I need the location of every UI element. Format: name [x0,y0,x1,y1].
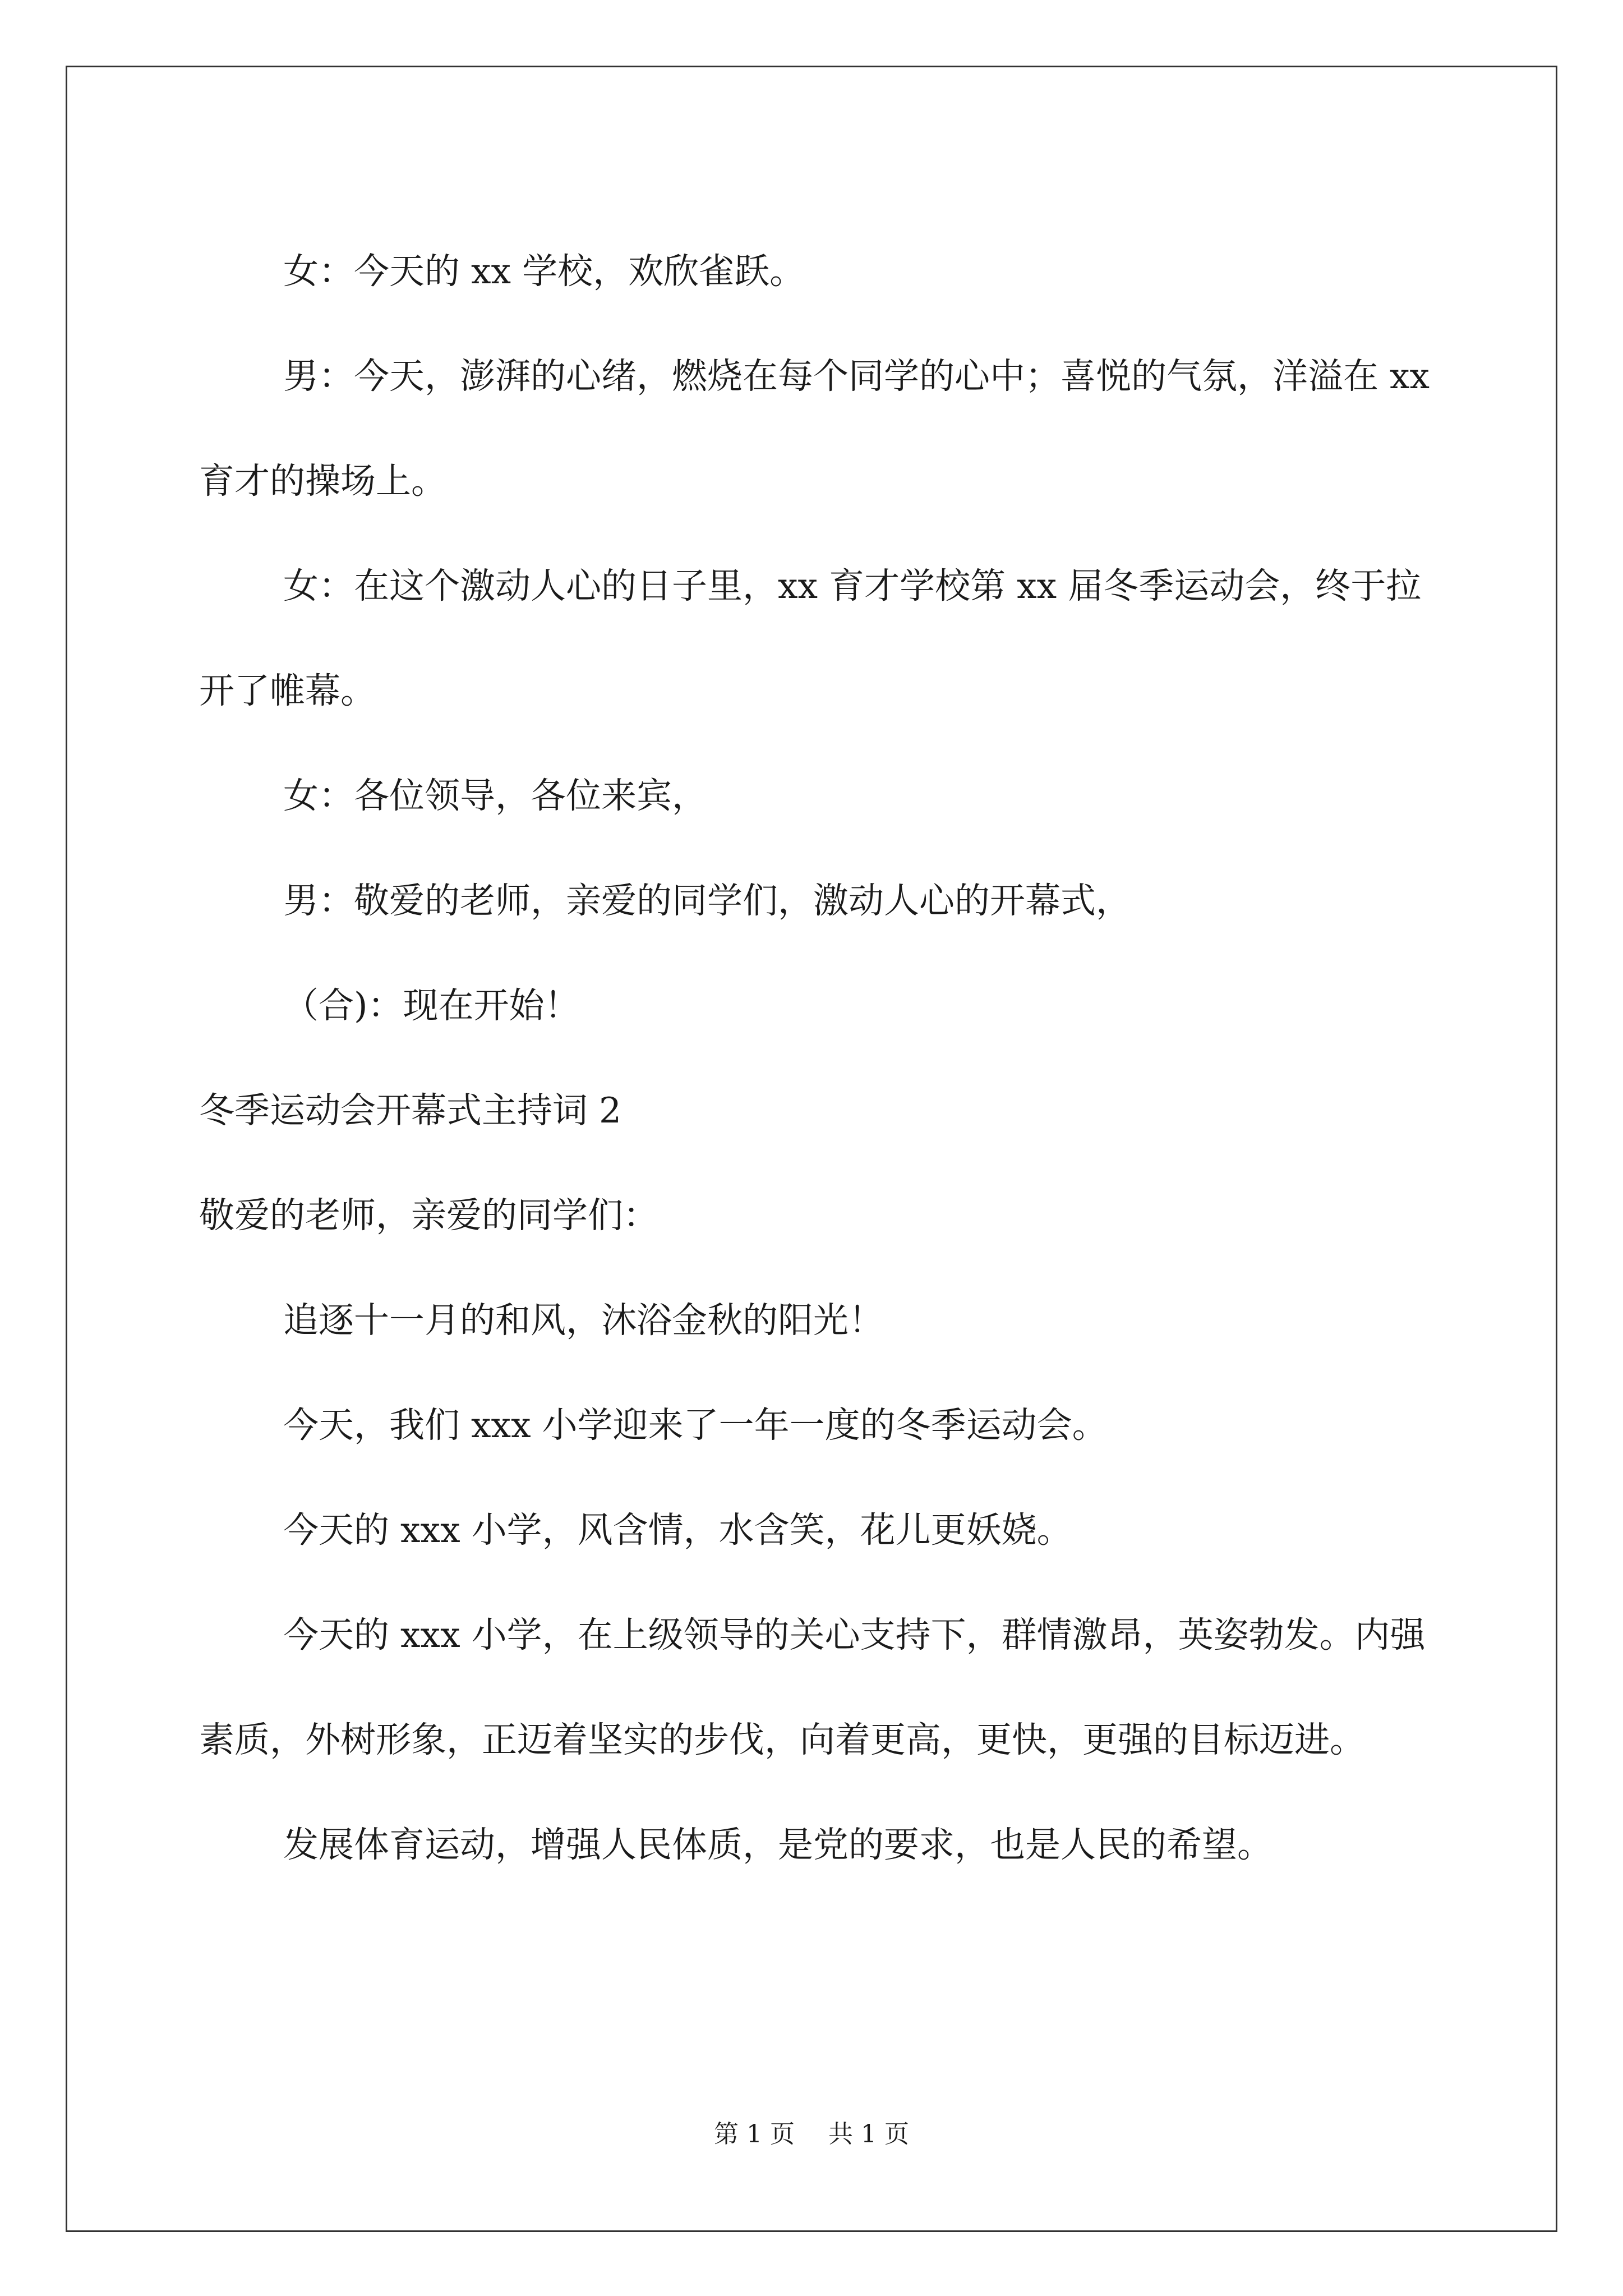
paragraph: 女：在这个激动人心的日子里，xx 育才学校第 xx 届冬季运动会，终于拉开了帷幕。 [199,565,1422,711]
paragraph: 追逐十一月的和风，沐浴金秋的阳光！ [283,1300,884,1341]
paragraph: 女：今天的 xx 学校，欢欣雀跃。 [283,251,805,292]
page-total: 共 1 页 [828,2120,909,2148]
paragraph: 今天，我们 xxx 小学迎来了一年一度的冬季运动会。 [283,1405,1108,1446]
salutation: 敬爱的老师，亲爱的同学们： [199,1195,658,1236]
paragraph: （合)：现在开始！ [283,985,580,1026]
paragraph: 女：各位领导，各位来宾， [283,775,707,816]
paragraph: 今天的 xxx 小学，在上级领导的关心支持下，群情激昂，英姿勃发。内强素质，外树形象，正迈着坚实的步伐，向着更高，更快，更强的目标迈进。 [199,1614,1426,1760]
document-body [199,219,1450,1897]
paragraph: 男：敬爱的老师，亲爱的同学们，激动人心的开幕式， [283,880,1131,921]
paragraph: 男：今天，澎湃的心绪，燃烧在每个同学的心中；喜悦的气氛，洋溢在 xx 育才的操场上。 [199,356,1430,501]
paragraph: 发展体育运动，增强人民体质，是党的要求，也是人民的希望。 [283,1824,1272,1865]
page-number: 第 1 页 [714,2120,795,2148]
page-footer [0,2118,1623,2151]
section-heading: 冬季运动会开幕式主持词 2 [199,1090,622,1131]
paragraph: 今天的 xxx 小学，风含情，水含笑，花儿更妖娆。 [283,1510,1072,1550]
